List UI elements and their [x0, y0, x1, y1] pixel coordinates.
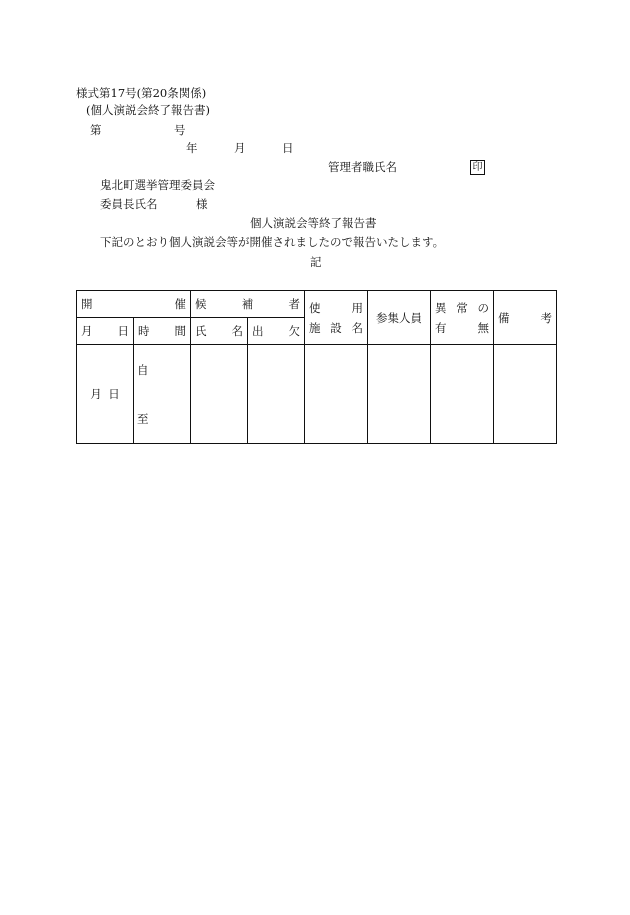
- form-number: 様式第17号(第20条関係): [76, 86, 207, 100]
- cell-remarks[interactable]: [494, 345, 557, 444]
- report-table: [76, 290, 557, 444]
- cell-venue[interactable]: [305, 345, 368, 444]
- ki-label: 記: [310, 255, 322, 269]
- cell-incidents[interactable]: [431, 345, 494, 444]
- cell-candidate-name[interactable]: [191, 345, 248, 444]
- chairman-label: 委員長氏名: [100, 197, 158, 211]
- cell-attendance[interactable]: [248, 345, 305, 444]
- date-year: 年: [186, 141, 198, 155]
- header-kaisai: 開 催: [77, 291, 191, 318]
- date-day: 日: [282, 141, 294, 155]
- seal-mark: 印: [470, 160, 485, 175]
- cell-attendees[interactable]: [368, 345, 431, 444]
- header-shiyou-shisetsu: 使 用 施 設 名: [305, 291, 368, 345]
- chairman-honorific: 様: [196, 197, 208, 211]
- time-to-label: 至: [137, 411, 149, 426]
- form-title-parenthetical: (個人演説会終了報告書): [86, 103, 210, 117]
- header-shukketsu: 出 欠: [248, 318, 305, 345]
- report-title: 個人演説会等終了報告書: [250, 216, 377, 230]
- body-text: 下記のとおり個人演説会等が開催されましたので報告いたします。: [100, 235, 445, 249]
- cell-time[interactable]: [134, 345, 191, 444]
- time-from-label: 自: [137, 362, 149, 377]
- cell-month-day[interactable]: 月 日: [77, 345, 134, 444]
- addressee: 鬼北町選挙管理委員会: [100, 178, 215, 192]
- doc-number-go: 号: [174, 123, 186, 137]
- doc-number-dai: 第: [90, 123, 102, 137]
- header-jikan: 時 間: [134, 318, 191, 345]
- header-shimei: 氏 名: [191, 318, 248, 345]
- manager-label: 管理者職氏名: [328, 160, 397, 174]
- header-bikou: 備 考: [494, 291, 557, 345]
- header-tsukihi: 月 日: [77, 318, 134, 345]
- header-sanshu: 参集人員: [368, 291, 431, 345]
- header-ijou: 異 常 の 有 無: [431, 291, 494, 345]
- date-month: 月: [234, 141, 246, 155]
- header-kouho: 候 補 者: [191, 291, 305, 318]
